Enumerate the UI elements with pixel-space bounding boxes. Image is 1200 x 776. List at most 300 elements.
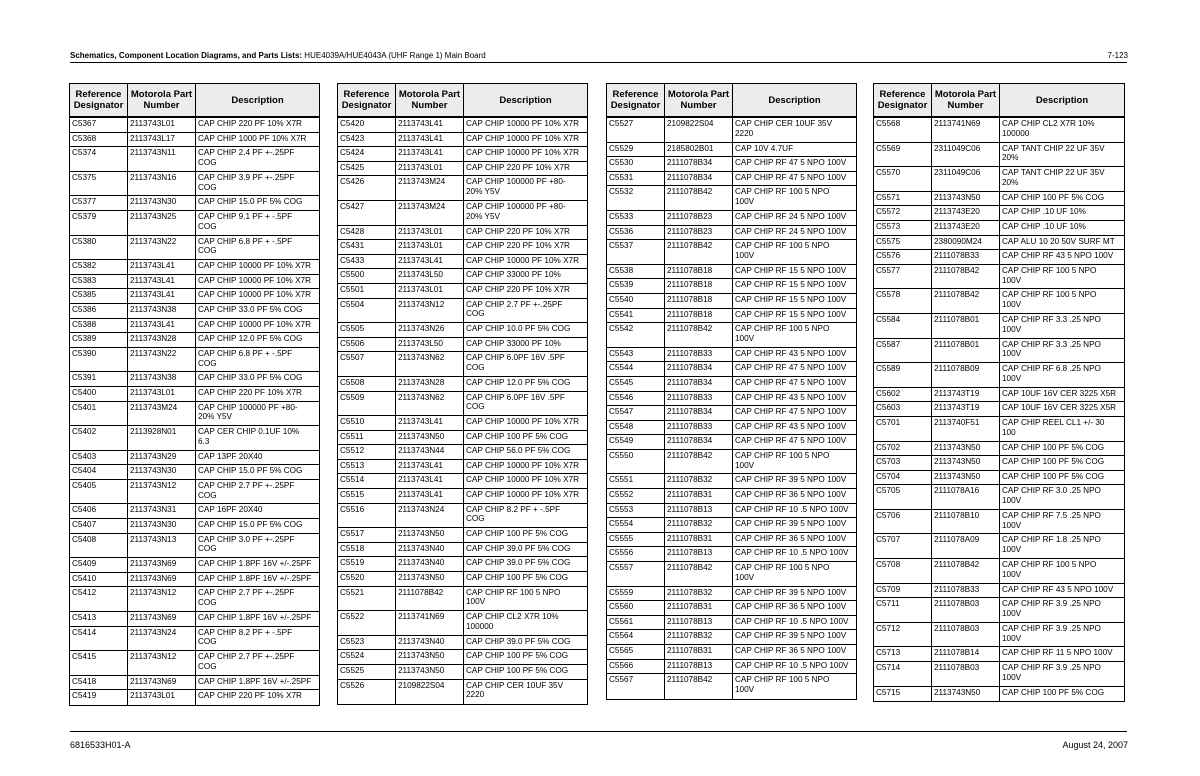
description-cell: CAP CHIP 100 PF 5% COG <box>463 650 587 664</box>
table-row <box>607 601 856 616</box>
description-cell: CAP CHIP RF 39 5 NPO 100V <box>732 518 856 532</box>
table-row <box>338 352 587 377</box>
table-row <box>338 650 587 665</box>
reference-designator-cell: C5413 <box>72 613 97 623</box>
reference-designator-cell: C5520 <box>340 573 365 583</box>
part-number-cell: 2111078B01 <box>931 339 999 363</box>
description-cell: CAP CHIP 39.0 PF 5% COG <box>463 636 587 650</box>
part-number-cell: 2111078B31 <box>664 645 732 659</box>
part-number-cell: 2111078B10 <box>931 510 999 534</box>
description-cell: CAP CHIP 100 PF 5% COG <box>463 528 587 542</box>
table-row <box>70 426 319 451</box>
header-title-rest: HUE4039A/HUE4043A (UHF Range 1) Main Board <box>304 51 486 60</box>
reference-designator-cell: C5518 <box>340 543 365 553</box>
description-cell: CAP CHIP RF 15 5 NPO 100V <box>732 279 856 293</box>
part-number-cell: 2111078B01 <box>931 314 999 338</box>
table-row <box>338 338 587 353</box>
table-row <box>70 260 319 275</box>
part-number-cell: 2113743M24 <box>127 402 195 426</box>
table-row <box>338 489 587 504</box>
description-cell: CAP CHIP RF 3.9 .25 NPO 100V <box>999 598 1124 622</box>
part-number-cell: 2111078B18 <box>664 279 732 293</box>
table-row <box>70 319 319 334</box>
description-cell: CAP 10UF 16V CER 3225 X5R <box>999 388 1124 402</box>
table-row <box>607 265 856 280</box>
page-number: 7-123 <box>1107 51 1128 60</box>
reference-designator-cell: C5410 <box>72 573 97 583</box>
part-number-cell: 2113743L01 <box>395 284 463 298</box>
part-number-cell: 2113743N69 <box>127 558 195 572</box>
header-divider <box>70 62 1127 63</box>
reference-designator-cell: C5401 <box>72 402 97 412</box>
reference-designator-cell: C5559 <box>609 587 634 597</box>
description-cell: CAP 16PF 20X40 <box>195 504 319 518</box>
description-cell: CAP CHIP RF 36 5 NPO 100V <box>732 533 856 547</box>
reference-designator-cell: C5375 <box>72 172 97 182</box>
description-cell: CAP CHIP 2.4 PF +-.25PF COG <box>195 147 319 171</box>
reference-designator-cell: C5561 <box>609 616 634 626</box>
description-cell: CAP CHIP 100 PF 5% COG <box>999 687 1124 702</box>
reference-designator-cell: C5507 <box>340 353 365 363</box>
reference-designator-cell: C5541 <box>609 309 634 319</box>
part-number-cell: 2113743N12 <box>127 651 195 675</box>
reference-designator-cell: C5575 <box>876 236 901 246</box>
part-number-cell: 2113743L41 <box>395 255 463 269</box>
reference-designator-cell: C5510 <box>340 417 365 427</box>
table-row <box>70 387 319 402</box>
reference-designator-cell: C5556 <box>609 548 634 558</box>
part-number-cell: 2113743L41 <box>395 147 463 161</box>
table-row <box>338 284 587 299</box>
description-cell: CAP CHIP 39.0 PF 5% COG <box>463 543 587 557</box>
reference-designator-cell: C5704 <box>876 471 901 481</box>
description-cell: CAP CHIP RF 47 5 NPO 100V <box>732 172 856 186</box>
part-number-cell: 2109822S04 <box>664 118 732 142</box>
table-row <box>607 450 856 475</box>
part-number-cell: 2113743N26 <box>395 323 463 337</box>
reference-designator-cell: C5505 <box>340 324 365 334</box>
table-row <box>607 504 856 519</box>
table-row <box>874 687 1124 702</box>
table-row <box>338 557 587 572</box>
reference-designator-cell: C5511 <box>340 431 364 441</box>
reference-designator-cell: C5400 <box>72 387 97 397</box>
description-cell: CAP CHIP 1.8PF 16V +/-.25PF <box>195 573 319 587</box>
table-row <box>70 480 319 505</box>
description-cell: CAP CHIP 10000 PF 10% X7R <box>195 319 319 333</box>
part-number-cell: 2113743L01 <box>127 387 195 401</box>
table-row <box>338 528 587 543</box>
part-number-cell: 2113743L01 <box>395 226 463 240</box>
table-row <box>338 323 587 338</box>
part-number-cell: 2113743N29 <box>127 451 195 465</box>
part-number-cell: 2113743N40 <box>395 557 463 571</box>
part-number-cell: 2111078B33 <box>931 584 999 598</box>
reference-designator-cell: C5573 <box>876 221 901 231</box>
part-number-cell: 2113743N24 <box>395 504 463 528</box>
reference-designator-cell: C5569 <box>876 143 901 153</box>
table-row <box>70 587 319 612</box>
part-number-cell: 2113743N30 <box>127 519 195 533</box>
description-cell: CAP CHIP 33000 PF 10% <box>463 269 587 283</box>
reference-designator-cell: C5383 <box>72 275 97 285</box>
part-number-cell: 2111078B42 <box>664 186 732 210</box>
reference-designator-cell: C5508 <box>340 377 365 387</box>
part-number-cell: 2113741N69 <box>931 118 999 142</box>
table-row <box>338 201 587 226</box>
reference-designator-cell: C5368 <box>72 133 97 143</box>
description-cell: CAP CHIP 10000 PF 10% X7R <box>463 474 587 488</box>
part-number-cell: 2111078B33 <box>664 348 732 362</box>
description-cell: CAP TANT CHIP 22 UF 35V 20% <box>999 143 1124 167</box>
part-number-cell: 2113743N62 <box>395 392 463 416</box>
table-row <box>607 435 856 450</box>
reference-designator-cell: C5509 <box>340 392 365 402</box>
reference-designator-cell: C5714 <box>876 663 901 673</box>
part-number-cell: 2109822S04 <box>395 680 463 705</box>
description-cell: CAP CHIP 100 PF 5% COG <box>463 572 587 586</box>
table-row <box>874 265 1124 290</box>
part-number-cell: 2111078B32 <box>664 630 732 644</box>
reference-designator-cell: C5513 <box>340 460 365 470</box>
part-number-cell: 2113743N62 <box>395 352 463 376</box>
header-description: Description <box>195 84 319 116</box>
description-cell: CAP CHIP RF 3.3 .25 NPO 100V <box>999 339 1124 363</box>
part-number-cell: 2113743N50 <box>931 471 999 485</box>
description-cell: CAP CHIP RF 43 5 NPO 100V <box>732 348 856 362</box>
reference-designator-cell: C5536 <box>609 226 634 236</box>
description-cell: CAP CHIP RF 39 5 NPO 100V <box>732 587 856 601</box>
table-row <box>338 416 587 431</box>
part-number-cell: 2113743L01 <box>127 690 195 705</box>
reference-designator-cell: C5560 <box>609 602 634 612</box>
part-number-cell: 2111078B34 <box>664 406 732 420</box>
reference-designator-cell: C5525 <box>340 666 365 675</box>
table-row <box>607 645 856 660</box>
part-number-cell: 2113743L41 <box>395 474 463 488</box>
description-cell: CAP CHIP 10000 PF 10% X7R <box>463 147 587 161</box>
description-cell: CAP CHIP 100 PF 5% COG <box>999 192 1124 206</box>
reference-designator-cell: C5565 <box>609 646 634 655</box>
reference-designator-cell: C5542 <box>609 324 634 334</box>
reference-designator-cell: C5589 <box>876 364 901 374</box>
table-row <box>70 348 319 373</box>
table-row <box>874 442 1124 457</box>
reference-designator-cell: C5389 <box>72 334 97 344</box>
description-cell: CAP CHIP 10000 PF 10% X7R <box>463 255 587 269</box>
part-number-cell: 2111078B42 <box>931 265 999 289</box>
reference-designator-cell: C5523 <box>340 636 365 646</box>
description-cell: CAP CHIP RF 100 5 NPO 100V <box>732 186 856 210</box>
description-cell: CAP CHIP 15.0 PF 5% COG <box>195 465 319 479</box>
description-cell: CAP CHIP .10 UF 10% <box>999 206 1124 220</box>
reference-designator-cell: C5709 <box>876 584 901 594</box>
reference-designator-cell: C5715 <box>876 687 901 697</box>
part-number-cell: 2111078B23 <box>664 211 732 225</box>
header-part-number: Motorola Part Number <box>395 84 463 116</box>
part-number-cell: 2113743N25 <box>127 211 195 235</box>
description-cell: CAP CHIP 100 PF 5% COG <box>463 431 587 445</box>
reference-designator-cell: C5702 <box>876 442 901 452</box>
reference-designator-cell: C5406 <box>72 505 97 515</box>
table-row <box>338 460 587 475</box>
description-cell: CAP CHIP 56.0 PF 5% COG <box>463 445 587 459</box>
description-cell: CAP CHIP 10000 PF 10% X7R <box>463 133 587 147</box>
reference-designator-cell: C5603 <box>876 403 901 413</box>
table-row <box>874 662 1124 687</box>
description-cell: CAP CHIP RF 100 5 NPO 100V <box>999 289 1124 313</box>
table-row <box>607 279 856 294</box>
part-number-cell: 2113743N69 <box>127 612 195 626</box>
part-number-cell: 2113743N50 <box>395 431 463 445</box>
description-cell: CAP CHIP RF 43 5 NPO 100V <box>732 392 856 406</box>
reference-designator-cell: C5544 <box>609 363 634 373</box>
part-number-cell: 2113743N22 <box>127 236 195 260</box>
part-number-cell: 2111078B18 <box>664 265 732 279</box>
table-row <box>874 402 1124 417</box>
table-row <box>607 172 856 187</box>
part-number-cell: 2111078B13 <box>664 504 732 518</box>
part-number-cell: 2111078B42 <box>664 674 732 699</box>
description-cell: CAP CHIP RF 36 5 NPO 100V <box>732 601 856 615</box>
reference-designator-cell: C5552 <box>609 490 634 500</box>
reference-designator-cell: C5519 <box>340 558 365 568</box>
part-number-cell: 2111078B14 <box>931 647 999 661</box>
reference-designator-cell: C5713 <box>876 648 901 658</box>
header-reference-designator: Reference Designator <box>341 89 392 111</box>
table-row <box>607 406 856 421</box>
description-cell: CAP CHIP RF 36 5 NPO 100V <box>732 645 856 659</box>
part-number-cell: 2111078B34 <box>664 362 732 376</box>
table-row <box>70 402 319 427</box>
reference-designator-cell: C5547 <box>609 407 634 417</box>
table-row <box>338 665 587 680</box>
description-cell: CAP CHIP RF 7.5 .25 NPO 100V <box>999 510 1124 534</box>
part-number-cell: 2111078B31 <box>664 489 732 503</box>
table-row <box>607 348 856 363</box>
table-row <box>607 660 856 675</box>
part-number-cell: 2113743N31 <box>127 504 195 518</box>
description-cell: CAP CHIP 10000 PF 10% X7R <box>463 489 587 503</box>
table-row <box>607 309 856 324</box>
reference-designator-cell: C5524 <box>340 651 365 661</box>
reference-designator-cell: C5433 <box>340 255 365 265</box>
description-cell: CAP CHIP 33.0 PF 5% COG <box>195 372 319 386</box>
description-cell: CAP CHIP 10.0 PF 5% COG <box>463 323 587 337</box>
reference-designator-cell: C5517 <box>340 529 365 539</box>
reference-designator-cell: C5418 <box>72 676 97 686</box>
table-row <box>70 690 319 705</box>
parts-table <box>606 83 857 700</box>
reference-designator-cell: C5577 <box>876 265 901 275</box>
reference-designator-cell: C5550 <box>609 450 634 460</box>
table-row <box>874 289 1124 314</box>
table-row <box>338 118 587 133</box>
part-number-cell: 2111078B42 <box>664 450 732 474</box>
part-number-cell: 2113743L50 <box>395 269 463 283</box>
description-cell: CAP CHIP RF 100 5 NPO 100V <box>999 559 1124 583</box>
reference-designator-cell: C5380 <box>72 236 97 246</box>
description-cell: CAP CHIP RF 100 5 NPO 100V <box>463 587 587 611</box>
table-row <box>607 211 856 226</box>
reference-designator-cell: C5527 <box>609 119 634 128</box>
description-cell: CAP CHIP RF 100 5 NPO 100V <box>732 450 856 474</box>
description-cell: CAP CHIP 100 PF 5% COG <box>999 456 1124 470</box>
table-row <box>70 372 319 387</box>
part-number-cell: 2113743T19 <box>931 388 999 402</box>
document-number: 6816533H01-A <box>70 740 131 750</box>
description-cell: CAP CHIP 2.7 PF +-.25PF COG <box>195 651 319 675</box>
table-row <box>874 598 1124 623</box>
reference-designator-cell: C5701 <box>876 417 901 427</box>
table-row <box>874 192 1124 207</box>
table-header <box>874 84 1124 118</box>
reference-designator-cell: C5415 <box>72 652 97 662</box>
reference-designator-cell: C5414 <box>72 627 97 637</box>
description-cell: CAP CHIP RF 10 .5 NPO 100V <box>732 547 856 561</box>
description-cell: CAP CHIP 6.0PF 16V .5PF COG <box>463 352 587 376</box>
description-cell: CAP CHIP RF 11 5 NPO 100V <box>999 647 1124 661</box>
table-row <box>70 627 319 652</box>
part-number-cell: 2113743N24 <box>127 627 195 651</box>
part-number-cell: 2111078B13 <box>664 660 732 674</box>
part-number-cell: 2113743N13 <box>127 534 195 558</box>
reference-designator-cell: C5379 <box>72 211 97 221</box>
table-row <box>874 510 1124 535</box>
table-row <box>874 388 1124 403</box>
table-row <box>874 456 1124 471</box>
table-row <box>874 623 1124 648</box>
description-cell: CAP CHIP RF 15 5 NPO 100V <box>732 294 856 308</box>
reference-designator-cell: C5526 <box>340 680 365 690</box>
reference-designator-cell: C5529 <box>609 143 634 153</box>
part-number-cell: 2113743N50 <box>931 192 999 206</box>
table-row <box>338 133 587 148</box>
page-header-title <box>70 51 486 60</box>
table-row <box>70 118 319 133</box>
description-cell: CAP CHIP 2.7 PF +-.25PF COG <box>195 587 319 611</box>
description-cell: CAP CHIP RF 39 5 NPO 100V <box>732 474 856 488</box>
description-cell: CAP CHIP 10000 PF 10% X7R <box>195 289 319 303</box>
reference-designator-cell: C5516 <box>340 504 365 514</box>
reference-designator-cell: C5419 <box>72 691 97 701</box>
part-number-cell: 2111078B31 <box>664 533 732 547</box>
part-number-cell: 2111078B13 <box>664 547 732 561</box>
table-row <box>607 587 856 602</box>
table-row <box>607 489 856 504</box>
table-row <box>70 304 319 319</box>
reference-designator-cell: C5568 <box>876 119 901 128</box>
reference-designator-cell: C5532 <box>609 187 634 197</box>
part-number-cell: 2111078B32 <box>664 474 732 488</box>
table-row <box>338 572 587 587</box>
table-row <box>874 206 1124 221</box>
description-cell: CAP CHIP RF 47 5 NPO 100V <box>732 406 856 420</box>
part-number-cell: 2113743N38 <box>127 304 195 318</box>
description-cell: CAP CHIP 1.8PF 16V +/-.25PF <box>195 558 319 572</box>
reference-designator-cell: C5567 <box>609 675 634 685</box>
reference-designator-cell: C5570 <box>876 168 901 178</box>
description-cell: CAP CHIP 39.0 PF 5% COG <box>463 557 587 571</box>
part-number-cell: 2113743N12 <box>127 587 195 611</box>
part-number-cell: 2111078B34 <box>664 157 732 171</box>
description-cell: CAP CHIP 220 PF 10% X7R <box>463 162 587 176</box>
reference-designator-cell: C5531 <box>609 172 634 182</box>
reference-designator-cell: C5506 <box>340 338 365 348</box>
reference-designator-cell: C5390 <box>72 348 97 358</box>
reference-designator-cell: C5572 <box>876 207 901 217</box>
part-number-cell: 2113743L41 <box>395 416 463 430</box>
part-number-cell: 2113743L41 <box>127 319 195 333</box>
reference-designator-cell: C5549 <box>609 436 634 446</box>
description-cell: CAP CHIP CER 10UF 35V 2220 <box>732 118 856 142</box>
table-row <box>338 377 587 392</box>
description-cell: CAP TANT CHIP 22 UF 35V 20% <box>999 167 1124 191</box>
part-number-cell: 2113743N50 <box>395 528 463 542</box>
description-cell: CAP CHIP 220 PF 10% X7R <box>195 387 319 401</box>
part-number-cell: 2111078B33 <box>664 392 732 406</box>
description-cell: CAP CHIP 220 PF 10% X7R <box>463 226 587 240</box>
table-row <box>874 221 1124 236</box>
reference-designator-cell: C5548 <box>609 421 634 431</box>
table-row <box>338 255 587 270</box>
table-row <box>338 445 587 460</box>
reference-designator-cell: C5515 <box>340 490 365 500</box>
header-description: Description <box>463 84 587 116</box>
description-cell: CAP CHIP 1.8PF 16V +/-.25PF <box>195 612 319 626</box>
header-part-number: Motorola Part Number <box>664 84 732 116</box>
table-row <box>70 451 319 466</box>
reference-designator-cell: C5530 <box>609 158 634 168</box>
description-cell: CAP CHIP 10000 PF 10% X7R <box>463 416 587 430</box>
description-cell: CAP CHIP 15.0 PF 5% COG <box>195 519 319 533</box>
description-cell: CAP CHIP RF 100 5 NPO 100V <box>732 674 856 699</box>
table-row <box>338 636 587 651</box>
table-row <box>338 611 587 636</box>
table-row <box>874 363 1124 388</box>
part-number-cell: 2113743L41 <box>127 275 195 289</box>
description-cell: CAP CHIP RF 100 5 NPO 100V <box>999 265 1124 289</box>
part-number-cell: 2113743L01 <box>395 240 463 254</box>
description-cell: CAP CHIP 10000 PF 10% X7R <box>463 118 587 132</box>
description-cell: CAP CHIP 3.9 PF +-.25PF COG <box>195 172 319 196</box>
description-cell: CAP CHIP 1.8PF 16V +/-.25PF <box>195 676 319 690</box>
part-number-cell: 2113741N69 <box>395 611 463 635</box>
part-number-cell: 2113743N50 <box>931 442 999 456</box>
table-header <box>607 84 856 118</box>
description-cell: CAP CHIP 2.7 PF +-.25PF COG <box>195 480 319 504</box>
table-row <box>874 485 1124 510</box>
reference-designator-cell: C5512 <box>340 446 365 456</box>
table-row <box>607 533 856 548</box>
part-number-cell: 2113743N28 <box>395 377 463 391</box>
table-row <box>874 118 1124 143</box>
table-row <box>874 167 1124 192</box>
reference-designator-cell: C5367 <box>72 119 97 128</box>
header-reference-designator: Reference Designator <box>73 89 124 111</box>
reference-designator-cell: C5405 <box>72 480 97 490</box>
reference-designator-cell: C5533 <box>609 211 634 221</box>
reference-designator-cell: C5555 <box>609 533 634 543</box>
description-cell: CAP CHIP RF 43 5 NPO 100V <box>999 584 1124 598</box>
reference-designator-cell: C5539 <box>609 280 634 290</box>
table-header <box>70 84 319 118</box>
reference-designator-cell: C5712 <box>876 623 901 633</box>
table-row <box>70 558 319 573</box>
header-description: Description <box>999 84 1124 116</box>
table-row <box>70 333 319 348</box>
description-cell: CAP CHIP RF 10 .5 NPO 100V <box>732 660 856 674</box>
